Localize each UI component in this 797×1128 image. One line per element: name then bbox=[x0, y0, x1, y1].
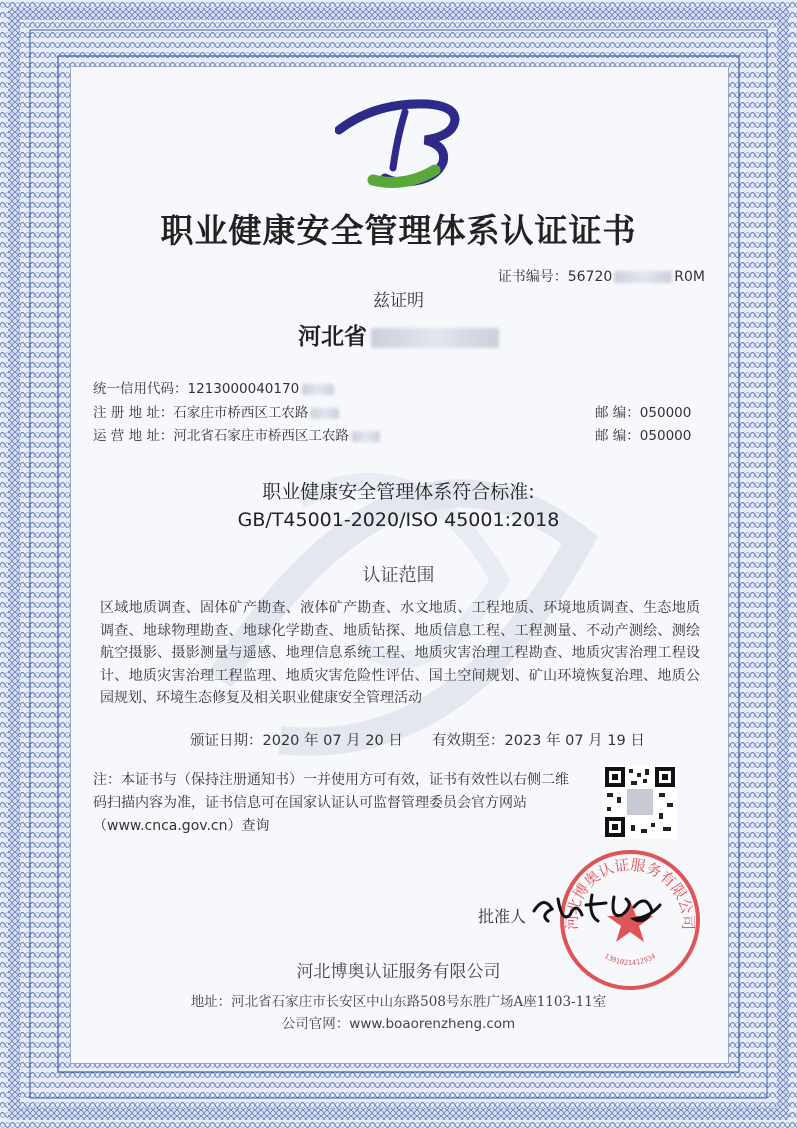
certificate-title: 职业健康安全管理体系认证证书 bbox=[160, 211, 637, 250]
operating-address: 河北省石家庄市桥西区工农路 bbox=[173, 428, 349, 444]
scope-title: 认证范围 bbox=[362, 565, 435, 586]
standard-line-2: GB/T45001-2020/ISO 45001:2018 bbox=[237, 509, 560, 531]
valid-until: 2023 年 07 月 19 日 bbox=[504, 733, 645, 749]
issue-date: 2020 年 07 月 20 日 bbox=[262, 733, 403, 749]
credit-code-row bbox=[93, 377, 334, 397]
redacted-block bbox=[614, 271, 672, 283]
postal-code-row-1 bbox=[595, 401, 691, 421]
valid-until-label: 有效期至： bbox=[432, 733, 505, 749]
org-name-prefix: 河北省 bbox=[298, 323, 367, 350]
postal-label: 邮 编： bbox=[595, 428, 640, 444]
redacted-block bbox=[311, 408, 339, 419]
seal-text: 河北博奥认证服务有限公司 bbox=[562, 855, 698, 931]
valid-until-row bbox=[432, 729, 645, 750]
issue-date-label: 颁证日期： bbox=[190, 733, 263, 749]
approver-label: 批准人 bbox=[478, 907, 527, 926]
registered-address-label: 注 册 地 址： bbox=[93, 405, 174, 421]
redacted-block bbox=[352, 431, 380, 442]
redacted-block bbox=[302, 384, 334, 395]
registered-address-row bbox=[93, 401, 339, 421]
standard-line-1: 职业健康安全管理体系符合标准: bbox=[262, 481, 535, 503]
organization-name bbox=[0, 318, 797, 351]
issuer-name: 河北博奥认证服务有限公司 bbox=[296, 962, 501, 982]
operating-address-label: 运 营 地 址： bbox=[93, 428, 174, 444]
postal-code-row-2 bbox=[595, 424, 691, 444]
operating-address-row bbox=[93, 424, 380, 444]
redacted-org-name bbox=[371, 328, 499, 348]
validity-note: 注：本证书与（保持注册通知书）一并使用方可有效，证书有效性以右侧二维码扫描内容为准，证书信息可在国家认证认可监督管理委员会官方网站（www.cnca.gov.cn）查询 bbox=[93, 772, 569, 834]
issue-date-row bbox=[190, 729, 403, 750]
qr-code[interactable] bbox=[603, 765, 677, 839]
scope-text: 区域地质调查、固体矿产勘查、液体矿产勘查、水文地质、工程地质、环境地质调查、生态地质调查、地球物理勘查、地球化学勘查、地质钻探、地质信息工程、工程测量、不动产测绘、测绘航空摄影、摄影测量与遥感、地理信息系统工程、地质灾害治理工程勘查、地质灾害治理工程设计、地质灾害治理工程监理、地质灾害危险性评估、国土空间规划、矿山环境恢复治理、地质公园规划、环境生态修复及相关职业健康安全管理活动 bbox=[100, 600, 700, 707]
company-logo bbox=[335, 98, 465, 188]
cert-no-prefix: 56720 bbox=[567, 269, 613, 285]
issuer-website[interactable]: 公司官网：www.boaorenzheng.com bbox=[281, 1016, 516, 1032]
credit-code: 1213000040170 bbox=[187, 381, 300, 397]
hereby-certify: 兹证明 bbox=[373, 291, 424, 311]
seal-number: 1301021412934 bbox=[602, 952, 658, 968]
postal-label: 邮 编： bbox=[595, 405, 640, 421]
cert-no-label: 证书编号： bbox=[497, 269, 568, 285]
postal-code: 050000 bbox=[639, 428, 692, 444]
issuer-address: 地址：河北省石家庄市长安区中山东路508号东胜广场A座1103-11室 bbox=[190, 994, 607, 1010]
cert-no-suffix: R0M bbox=[674, 269, 705, 285]
credit-code-label: 统一信用代码： bbox=[93, 381, 188, 397]
approver-signature bbox=[530, 885, 665, 930]
certificate-number bbox=[498, 266, 705, 286]
postal-code: 050000 bbox=[639, 405, 692, 421]
registered-address: 石家庄市桥西区工农路 bbox=[173, 405, 309, 421]
